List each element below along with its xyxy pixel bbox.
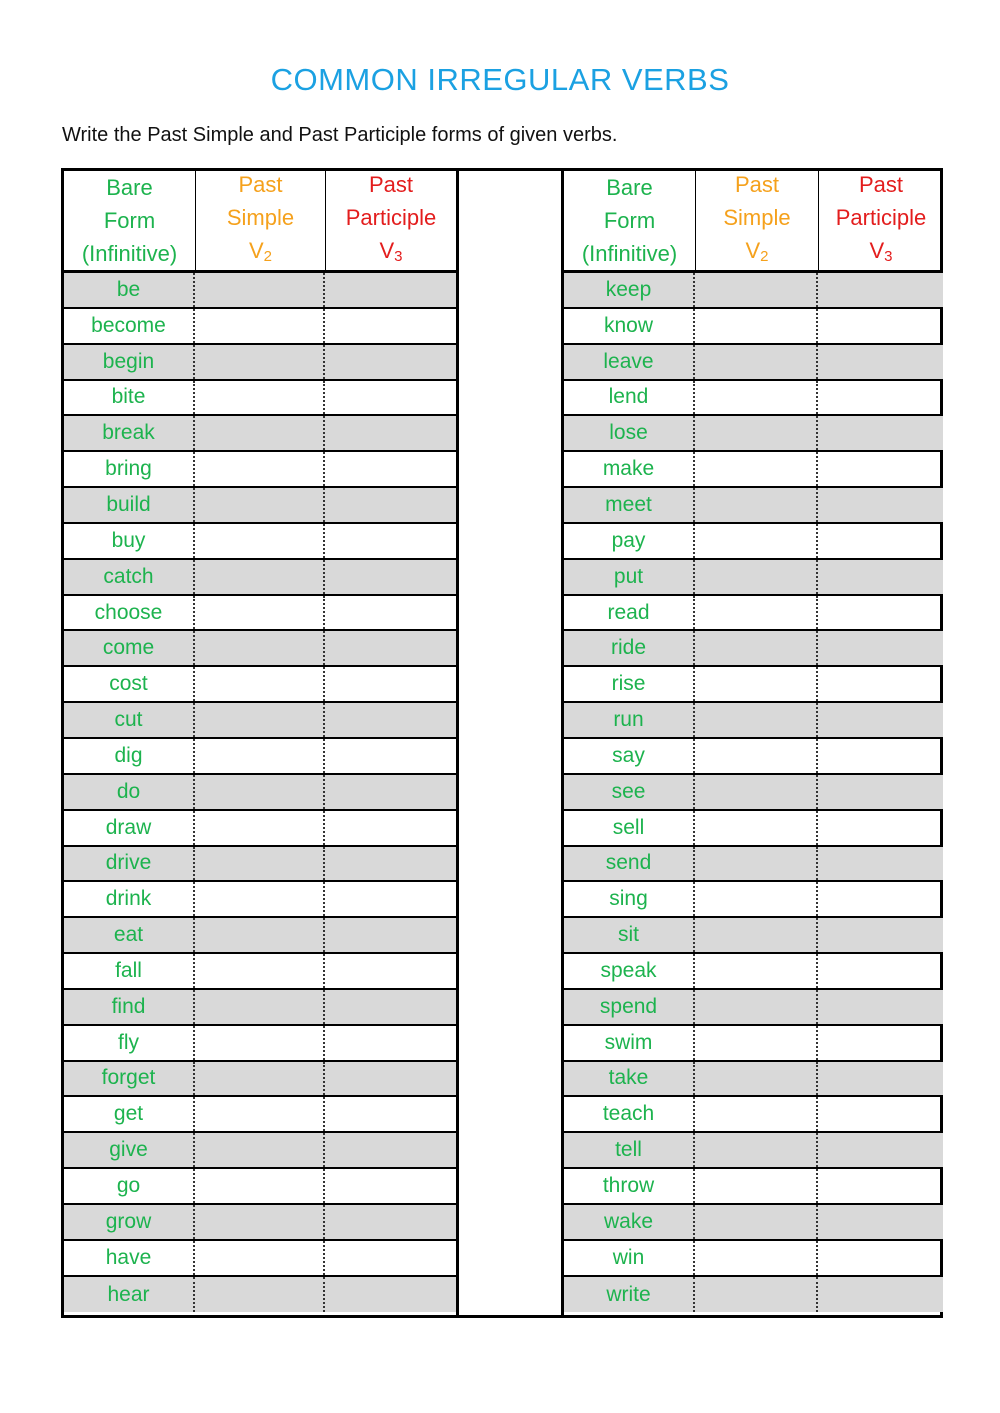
past-simple-answer-cell[interactable] [195,273,325,307]
verb-table [61,168,943,1318]
verb-cell: wake [564,1205,695,1239]
verb-cell: throw [564,1169,695,1203]
verb-cell: buy [64,524,195,558]
past-participle-answer-cell[interactable] [818,918,943,952]
past-participle-answer-cell[interactable] [818,1241,943,1275]
past-participle-answer-cell[interactable] [818,1277,943,1313]
table-row [64,775,456,811]
table-left [64,171,459,1315]
past-participle-answer-cell[interactable] [818,416,943,450]
table-row [64,1169,456,1205]
table-row [64,1097,456,1133]
past-participle-answer-cell[interactable] [818,381,943,415]
table-row [564,847,943,883]
past-participle-answer-cell[interactable] [325,1169,456,1203]
header-past-simple [695,171,818,270]
past-participle-answer-cell[interactable] [325,739,456,773]
table-row [564,954,943,990]
past-simple-answer-cell[interactable] [195,1205,325,1239]
past-participle-answer-cell[interactable] [818,345,943,379]
page-title: COMMON IRREGULAR VERBS [270,62,730,97]
table-row [564,1133,943,1169]
table-row [64,1133,456,1169]
past-simple-answer-cell[interactable] [695,847,818,881]
table-row [564,1026,943,1062]
header-past-simple [195,171,325,270]
verb-cell: catch [64,560,195,594]
verb-cell: fall [64,954,195,988]
table-row [64,990,456,1026]
past-participle-answer-cell[interactable] [325,882,456,916]
past-simple-answer-cell[interactable] [195,775,325,809]
verb-cell: drink [64,882,195,916]
table-row [64,452,456,488]
past-simple-answer-cell[interactable] [695,918,818,952]
table-header-right [564,171,943,273]
verb-cell: swim [564,1026,695,1060]
header-past-participle [325,171,456,270]
past-simple-answer-cell[interactable] [695,273,818,307]
header-pp-line1: Past [368,172,414,197]
past-participle-answer-cell[interactable] [818,596,943,630]
past-simple-answer-cell[interactable] [695,596,818,630]
verb-cell: leave [564,345,695,379]
verb-cell: sell [564,811,695,845]
verb-cell: see [564,775,695,809]
verb-cell: sing [564,882,695,916]
past-simple-answer-cell[interactable] [195,1241,325,1275]
past-participle-answer-cell[interactable] [818,524,943,558]
past-simple-answer-cell[interactable] [195,1277,325,1313]
verb-cell: dig [64,739,195,773]
header-ps-line2: Simple [723,205,791,230]
verb-cell: send [564,847,695,881]
verb-cell: break [64,416,195,450]
past-simple-answer-cell[interactable] [695,811,818,845]
table-row [64,954,456,990]
past-simple-answer-cell[interactable] [695,739,818,773]
verb-cell: have [64,1241,195,1275]
verb-cell: win [564,1241,695,1275]
header-bare-line2: Form [603,208,656,233]
table-row [64,345,456,381]
verb-cell: make [564,452,695,486]
table-row [64,381,456,417]
past-participle-answer-cell[interactable] [325,1062,456,1096]
past-simple-answer-cell[interactable] [695,345,818,379]
past-participle-answer-cell[interactable] [325,775,456,809]
table-row [64,560,456,596]
table-row [64,703,456,739]
rows-left [64,273,456,1312]
table-row [564,381,943,417]
header-bare-form [564,171,695,270]
header-ps-line1: Past [734,172,780,197]
past-participle-answer-cell[interactable] [325,452,456,486]
table-row [564,918,943,954]
past-participle-answer-cell[interactable] [818,1097,943,1131]
verb-cell: bite [64,381,195,415]
verb-cell: lend [564,381,695,415]
verb-cell: get [64,1097,195,1131]
past-simple-answer-cell[interactable] [695,1062,818,1096]
past-participle-answer-cell[interactable] [325,990,456,1024]
past-participle-answer-cell[interactable] [325,703,456,737]
past-participle-answer-cell[interactable] [818,775,943,809]
verb-cell: cut [64,703,195,737]
past-simple-answer-cell[interactable] [695,560,818,594]
past-simple-answer-cell[interactable] [695,416,818,450]
table-row [64,882,456,918]
past-participle-answer-cell[interactable] [818,273,943,307]
table-row [564,990,943,1026]
past-simple-answer-cell[interactable] [195,309,325,343]
past-simple-answer-cell[interactable] [195,667,325,701]
past-simple-answer-cell[interactable] [195,811,325,845]
verb-cell: rise [564,667,695,701]
header-ps-v: V [248,238,264,263]
header-pp-line3 [379,234,402,273]
rows-right [564,273,943,1312]
table-row [64,631,456,667]
header-pp-sub: 3 [884,248,893,265]
past-participle-answer-cell[interactable] [325,381,456,415]
table-row [64,1062,456,1098]
table-row [64,596,456,632]
past-participle-answer-cell[interactable] [818,954,943,988]
past-participle-answer-cell[interactable] [325,273,456,307]
verb-cell: read [564,596,695,630]
past-simple-answer-cell[interactable] [195,954,325,988]
verb-cell: bring [64,452,195,486]
past-simple-answer-cell[interactable] [695,524,818,558]
table-row [64,918,456,954]
past-simple-answer-cell[interactable] [195,847,325,881]
past-simple-answer-cell[interactable] [695,775,818,809]
past-participle-answer-cell[interactable] [818,847,943,881]
past-simple-answer-cell[interactable] [695,990,818,1024]
table-row [564,1062,943,1098]
past-participle-answer-cell[interactable] [325,416,456,450]
header-ps-line3 [745,234,768,273]
verb-cell: meet [564,488,695,522]
past-participle-answer-cell[interactable] [325,345,456,379]
verb-cell: hear [64,1277,195,1313]
verb-cell: put [564,560,695,594]
past-participle-answer-cell[interactable] [325,488,456,522]
table-row [564,1097,943,1133]
past-participle-answer-cell[interactable] [325,918,456,952]
header-pp-line2: Participle [835,205,927,230]
table-row [564,488,943,524]
table-row [64,1205,456,1241]
header-ps-line3 [249,234,272,273]
past-simple-answer-cell[interactable] [195,1133,325,1167]
verb-cell: be [64,273,195,307]
table-row [64,488,456,524]
past-participle-answer-cell[interactable] [325,1205,456,1239]
past-participle-answer-cell[interactable] [818,1026,943,1060]
past-participle-answer-cell[interactable] [818,488,943,522]
past-simple-answer-cell[interactable] [695,1026,818,1060]
table-row [64,1277,456,1313]
verb-cell: keep [564,273,695,307]
table-row [564,1277,943,1313]
table-row [64,524,456,560]
table-row [564,739,943,775]
table-row [564,667,943,703]
table-row [64,847,456,883]
past-simple-answer-cell[interactable] [195,560,325,594]
past-participle-answer-cell[interactable] [818,452,943,486]
past-simple-answer-cell[interactable] [195,452,325,486]
verb-cell: cost [64,667,195,701]
past-participle-answer-cell[interactable] [325,524,456,558]
past-simple-answer-cell[interactable] [195,990,325,1024]
header-ps-line2: Simple [226,205,295,230]
header-ps-line1: Past [238,172,283,197]
past-simple-answer-cell[interactable] [695,1169,818,1203]
verb-cell: forget [64,1062,195,1096]
verb-cell: draw [64,811,195,845]
past-participle-answer-cell[interactable] [325,1133,456,1167]
header-bare-line1: Bare [606,175,653,200]
verb-cell: choose [64,596,195,630]
verb-cell: eat [64,918,195,952]
past-simple-answer-cell[interactable] [195,488,325,522]
past-participle-answer-cell[interactable] [818,882,943,916]
past-participle-answer-cell[interactable] [818,631,943,665]
past-simple-answer-cell[interactable] [695,667,818,701]
past-simple-answer-cell[interactable] [195,882,325,916]
past-participle-answer-cell[interactable] [818,1205,943,1239]
past-simple-answer-cell[interactable] [195,524,325,558]
verb-cell: do [64,775,195,809]
past-participle-answer-cell[interactable] [325,1277,456,1313]
verb-cell: sit [564,918,695,952]
verb-cell: write [564,1277,695,1313]
verb-cell: take [564,1062,695,1096]
past-participle-answer-cell[interactable] [818,703,943,737]
past-simple-answer-cell[interactable] [695,381,818,415]
verb-cell: build [64,488,195,522]
verb-cell: say [564,739,695,773]
table-row [564,452,943,488]
past-simple-answer-cell[interactable] [695,452,818,486]
past-simple-answer-cell[interactable] [695,1133,818,1167]
table-row [64,667,456,703]
table-row [564,560,943,596]
past-participle-answer-cell[interactable] [325,667,456,701]
past-participle-answer-cell[interactable] [325,596,456,630]
verb-cell: ride [564,631,695,665]
verb-cell: run [564,703,695,737]
past-participle-answer-cell[interactable] [325,1026,456,1060]
verb-cell: go [64,1169,195,1203]
past-simple-answer-cell[interactable] [195,381,325,415]
table-row [64,811,456,847]
table-row [64,1026,456,1062]
table-row [564,703,943,739]
table-row [564,811,943,847]
past-participle-answer-cell[interactable] [818,1062,943,1096]
verb-cell: come [64,631,195,665]
table-row [564,596,943,632]
table-row [64,1241,456,1277]
past-simple-answer-cell[interactable] [695,882,818,916]
past-simple-answer-cell[interactable] [195,739,325,773]
header-pp-line2: Participle [345,205,437,230]
past-participle-answer-cell[interactable] [325,1241,456,1275]
table-row [564,309,943,345]
past-simple-answer-cell[interactable] [195,703,325,737]
past-simple-answer-cell[interactable] [695,309,818,343]
past-participle-answer-cell[interactable] [818,990,943,1024]
past-simple-answer-cell[interactable] [695,1277,818,1313]
past-participle-answer-cell[interactable] [818,309,943,343]
header-past-participle [818,171,943,270]
table-row [564,345,943,381]
past-participle-answer-cell[interactable] [325,309,456,343]
past-simple-answer-cell[interactable] [695,631,818,665]
past-simple-answer-cell[interactable] [695,1241,818,1275]
past-participle-answer-cell[interactable] [325,954,456,988]
table-right [561,171,943,1315]
verb-cell: pay [564,524,695,558]
past-simple-answer-cell[interactable] [695,488,818,522]
table-row [64,309,456,345]
header-bare-line1: Bare [106,175,153,200]
verb-cell: become [64,309,195,343]
header-bare-line3: (Infinitive) [81,241,178,266]
header-pp-line1: Past [858,172,904,197]
past-participle-answer-cell[interactable] [325,847,456,881]
past-participle-answer-cell[interactable] [818,739,943,773]
past-simple-answer-cell[interactable] [695,954,818,988]
past-simple-answer-cell[interactable] [695,1205,818,1239]
past-participle-answer-cell[interactable] [818,1133,943,1167]
table-row [564,1205,943,1241]
table-row [564,273,943,309]
past-simple-answer-cell[interactable] [195,1026,325,1060]
table-row [64,416,456,452]
table-row [564,1169,943,1205]
table-row [564,631,943,667]
past-participle-answer-cell[interactable] [325,811,456,845]
instructions: Write the Past Simple and Past Participle forms of given verbs. [62,124,618,146]
header-bare-form [64,171,195,270]
header-ps-v: V [745,238,761,263]
past-participle-answer-cell[interactable] [818,560,943,594]
verb-cell: find [64,990,195,1024]
verb-cell: speak [564,954,695,988]
past-participle-answer-cell[interactable] [818,1169,943,1203]
verb-cell: grow [64,1205,195,1239]
past-participle-answer-cell[interactable] [818,811,943,845]
verb-cell: know [564,309,695,343]
verb-cell: teach [564,1097,695,1131]
header-bare-line3: (Infinitive) [581,241,678,266]
table-row [564,775,943,811]
past-participle-answer-cell[interactable] [325,560,456,594]
table-header-left [64,171,456,273]
verb-cell: spend [564,990,695,1024]
verb-cell: give [64,1133,195,1167]
header-pp-v: V [379,238,395,263]
header-ps-sub: 2 [263,248,273,265]
header-pp-sub: 3 [394,248,403,265]
header-ps-sub: 2 [760,248,769,265]
past-simple-answer-cell[interactable] [195,416,325,450]
past-simple-answer-cell[interactable] [695,1097,818,1131]
past-simple-answer-cell[interactable] [695,703,818,737]
header-pp-line3 [869,234,892,273]
table-row [564,416,943,452]
past-simple-answer-cell[interactable] [195,1097,325,1131]
header-bare-line2: Form [103,208,156,233]
table-row [64,739,456,775]
past-simple-answer-cell[interactable] [195,918,325,952]
header-pp-v: V [869,238,885,263]
past-participle-answer-cell[interactable] [325,1097,456,1131]
table-row [64,273,456,309]
past-simple-answer-cell[interactable] [195,596,325,630]
verb-cell: drive [64,847,195,881]
past-participle-answer-cell[interactable] [818,667,943,701]
verb-cell: tell [564,1133,695,1167]
verb-cell: lose [564,416,695,450]
table-row [564,882,943,918]
past-simple-answer-cell[interactable] [195,1062,325,1096]
table-row [564,524,943,560]
past-participle-answer-cell[interactable] [325,631,456,665]
past-simple-answer-cell[interactable] [195,631,325,665]
verb-cell: begin [64,345,195,379]
verb-cell: fly [64,1026,195,1060]
table-row [564,1241,943,1277]
past-simple-answer-cell[interactable] [195,1169,325,1203]
past-simple-answer-cell[interactable] [195,345,325,379]
